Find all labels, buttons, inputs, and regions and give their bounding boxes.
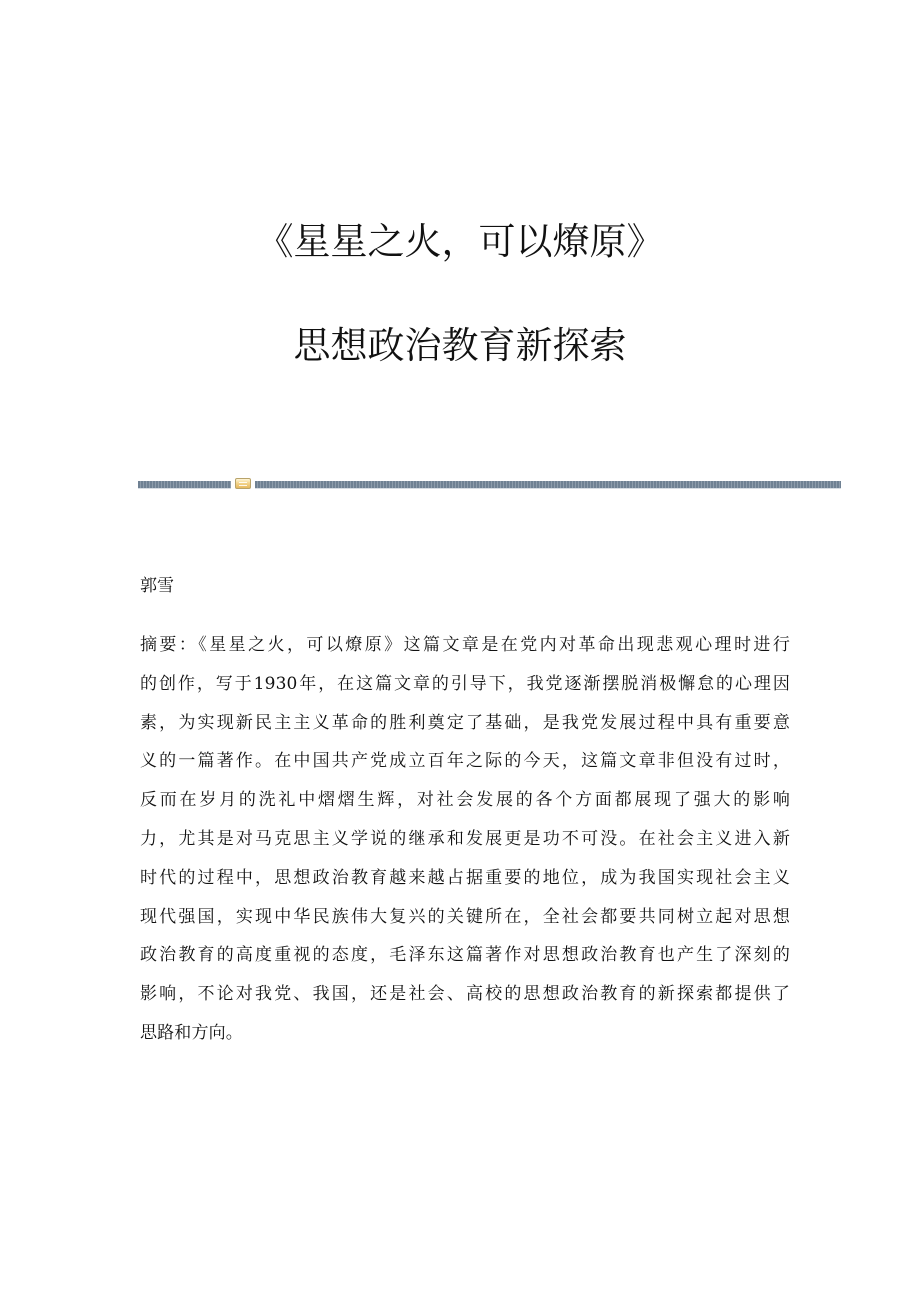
- abstract-line: 现代强国，实现中华民族伟大复兴的关键所在，全社会都要共同树立起对思想: [140, 906, 790, 927]
- abstract-line: 影响，不论对我党、我国，还是社会、高校的思想政治教育的新探索都提供了: [140, 984, 790, 1005]
- title-divider: [138, 478, 841, 490]
- abstract-line: 反而在岁月的洗礼中熠熠生辉，对社会发展的各个方面都展现了强大的影响: [140, 790, 790, 811]
- divider-right-bar: [255, 481, 841, 488]
- abstract-line: 义的一篇著作。在中国共产党成立百年之际的今天，这篇文章非但没有过时，: [140, 751, 790, 772]
- abstract-line: 政治教育的高度重视的态度，毛泽东这篇著作对思想政治教育也产生了深刻的: [140, 945, 790, 966]
- abstract-line: 素，为实现新民主主义革命的胜利奠定了基础，是我党发展过程中具有重要意: [140, 712, 790, 733]
- author-name: 郭雪: [140, 576, 174, 596]
- abstract-line: 的创作，写于1930年，在这篇文章的引导下，我党逐渐摆脱消极懈怠的心理因: [140, 673, 790, 694]
- divider-left-bar: [138, 481, 231, 488]
- abstract-line: 力，尤其是对马克思主义学说的继承和发展更是功不可没。在社会主义进入新: [140, 828, 790, 849]
- abstract-line: 摘要：《星星之火，可以燎原》这篇文章是在党内对革命出现悲观心理时进行: [140, 635, 790, 655]
- document-title-line-2: 思想政治教育新探索: [293, 324, 627, 367]
- abstract: [140, 626, 790, 1053]
- document-title-line-1: 《星星之火，可以燎原》: [256, 220, 664, 263]
- abstract-line: 思路和方向。: [140, 1022, 243, 1043]
- abstract-line: 时代的过程中，思想政治教育越来越占据重要的地位，成为我国实现社会主义: [140, 867, 790, 888]
- decorative-ornament-icon: [235, 478, 251, 489]
